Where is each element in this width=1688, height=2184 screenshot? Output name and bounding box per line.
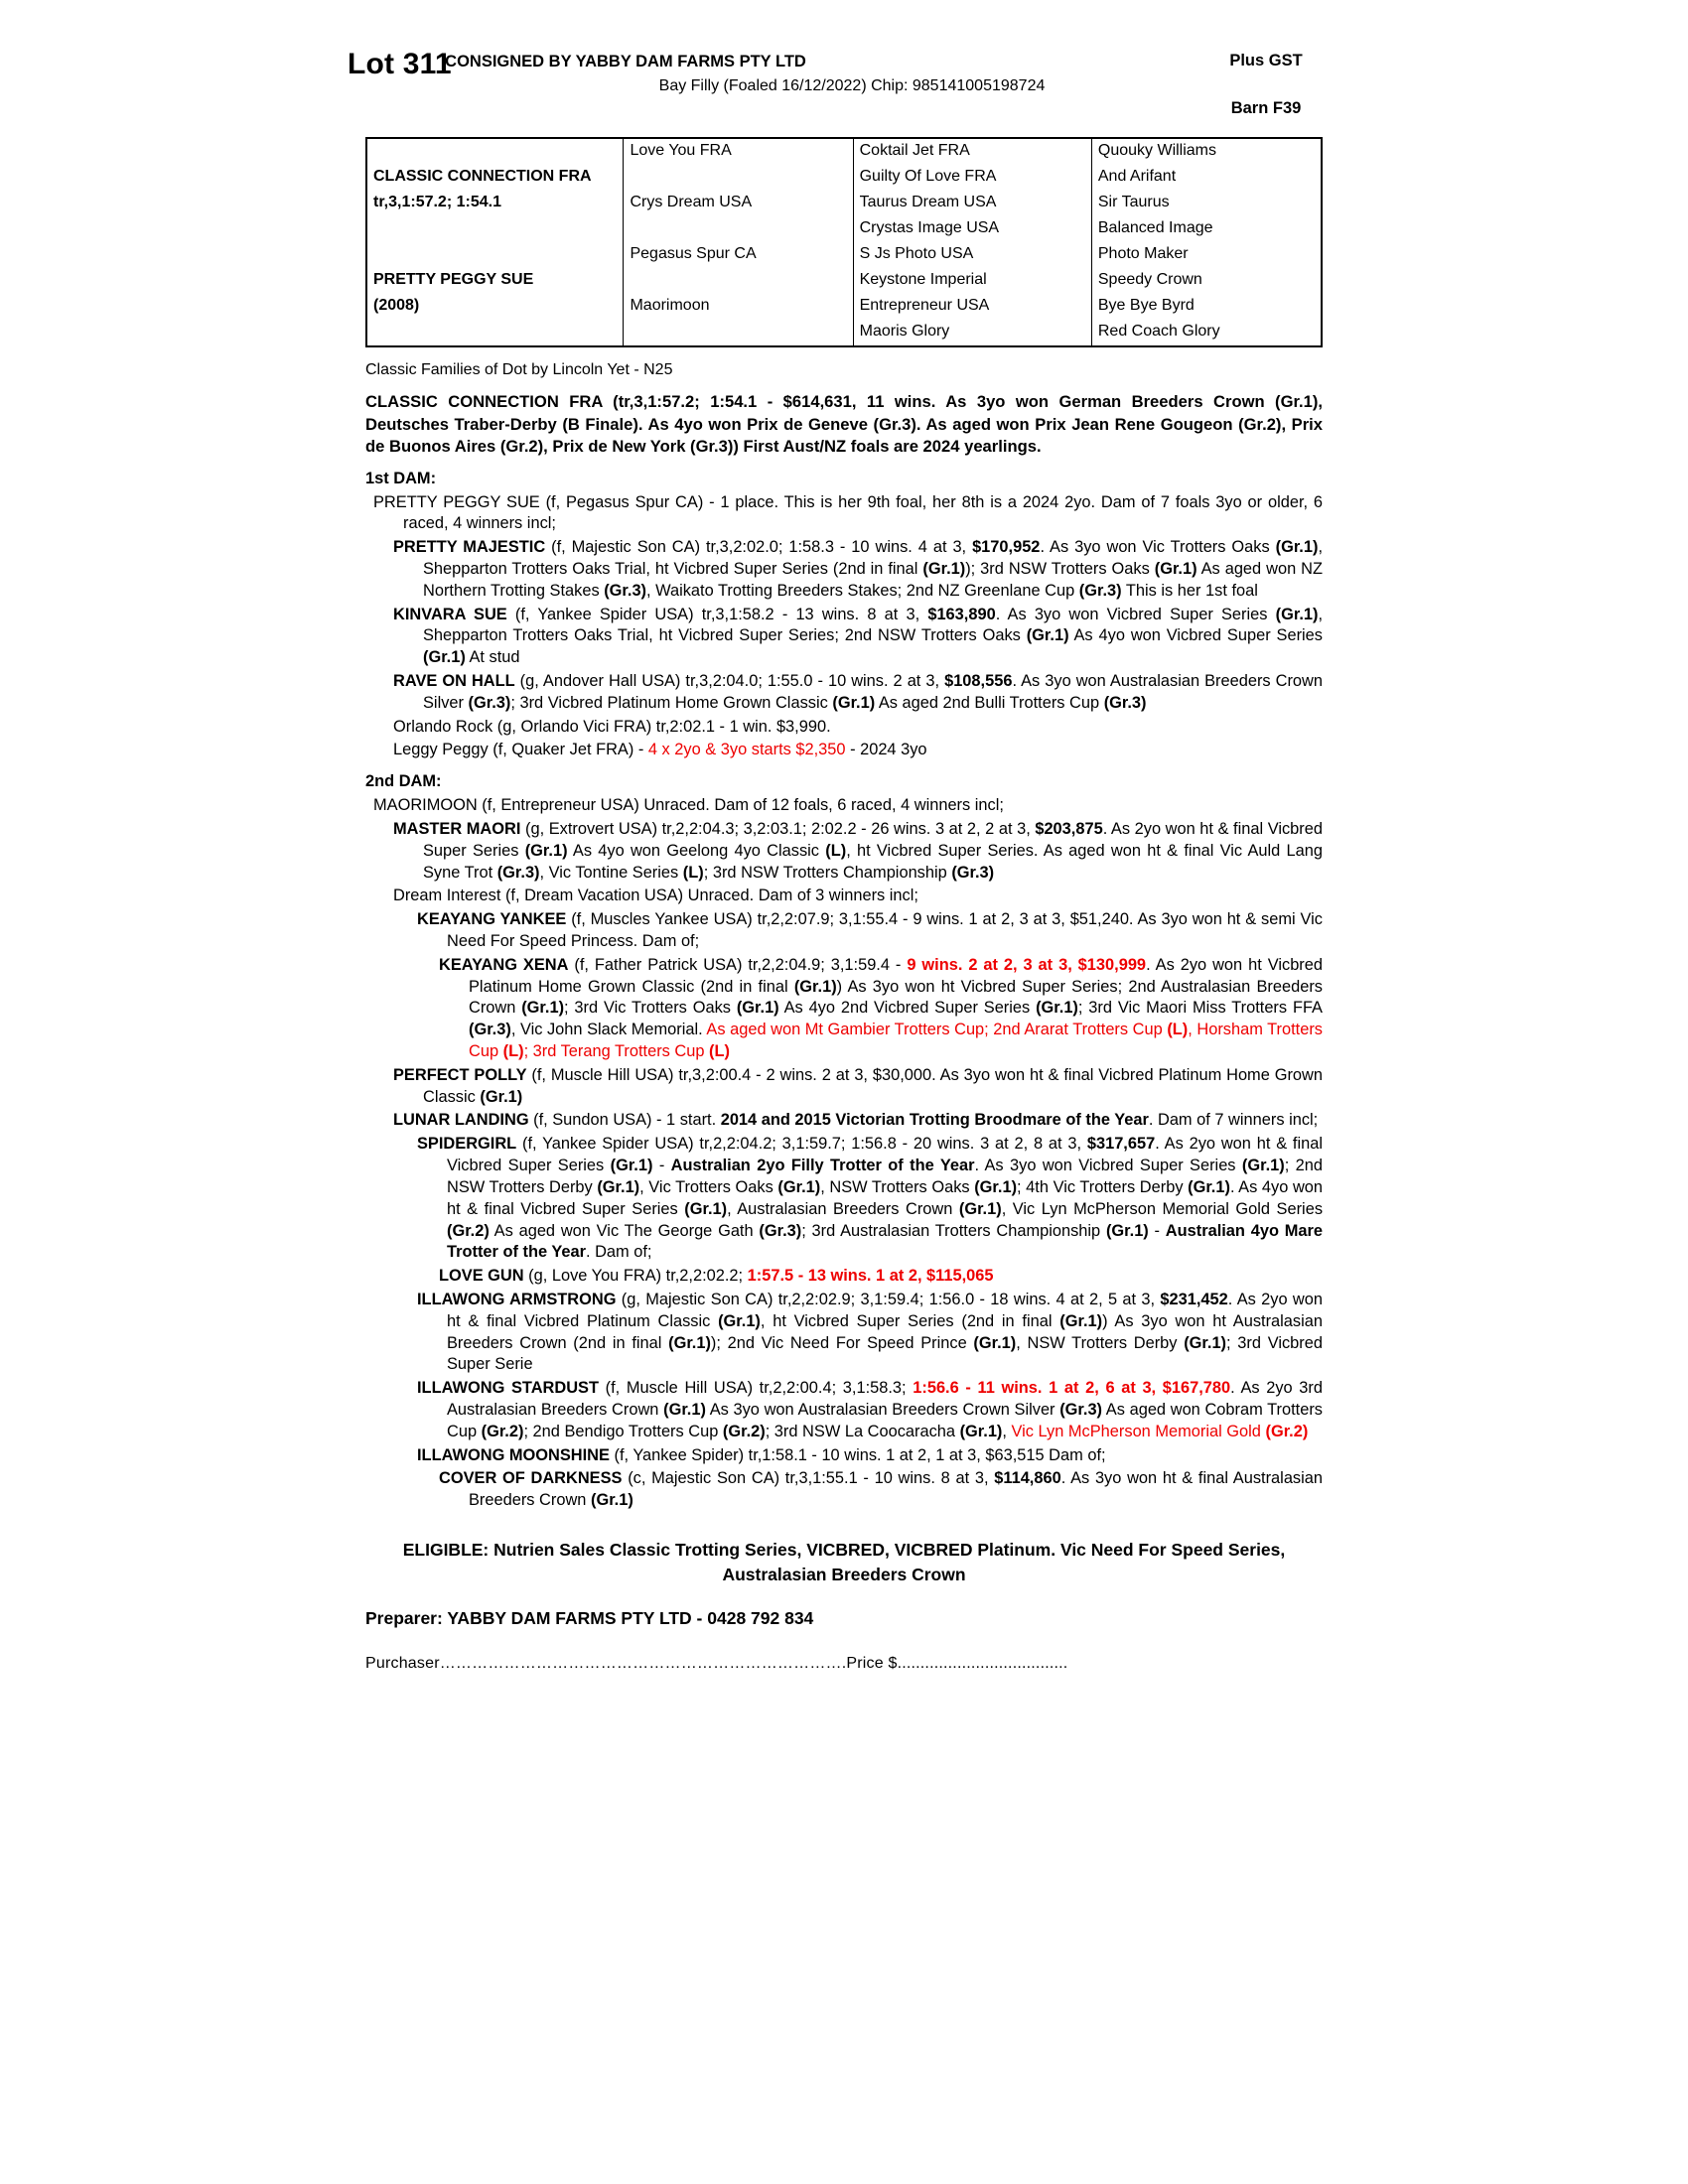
table-row (366, 242, 1322, 268)
page-header (348, 48, 1340, 133)
consignor-name: CONSIGNED BY YABBY DAM FARMS PTY LTD (445, 53, 806, 70)
first-dam-section (348, 469, 1340, 762)
progeny-entry: MASTER MAORI (g, Extrovert USA) tr,2,2:04.3; 3,2:03.1; 2:02.2 - 26 wins. 3 at 2, 2 at 3, $203,875. As 2yo won ht & final Vicbred Super Series (Gr.1) As 4yo won Geelong 4yo Classic (L), ht Vicbred Super Series. As aged won ht & final Vic Auld Lang Syne Trot (Gr.3), Vic Tontine Series (L); 3rd NSW Trotters Championship (Gr.3) (393, 819, 1324, 882)
pedigree-table-wrap (348, 137, 1340, 347)
pedigree-cell-col3: Crystas Image USA (853, 216, 1091, 242)
pedigree-cell-col3: S Js Photo USA (853, 242, 1091, 268)
pedigree-cell-col4: Balanced Image (1091, 216, 1322, 242)
progeny-entry: ILLAWONG ARMSTRONG (g, Majestic Son CA) tr,2,2:02.9; 3,1:59.4; 1:56.0 - 18 wins. 4 at 2, 5 at 3, $231,452. As 2yo won ht & final Vicbred Platinum Classic (Gr.1), ht Vicbred Super Series (2nd in final (Gr.1)) As 3yo won ht Australasian Breeders Crown (2nd in final (Gr.1)); 2nd Vic Need For Speed Prince (Gr.1), NSW Trotters Derby (Gr.1); 3rd Vicbred Super Serie (417, 1290, 1323, 1374)
pedigree-cell-col1 (366, 216, 624, 242)
pedigree-cell-col1 (366, 242, 624, 268)
catalogue-sheet (348, 48, 1340, 1673)
progeny-entry: KINVARA SUE (f, Yankee Spider USA) tr,3,1:58.2 - 13 wins. 8 at 3, $163,890. As 3yo won Vicbred Super Series (Gr.1), Shepparton Trotters Oaks Trial, ht Vicbred Super Series; 2nd NSW Trotters Oaks (Gr.1) As 4yo won Vicbred Super Series (Gr.1) At stud (393, 605, 1324, 667)
table-row (366, 216, 1322, 242)
pedigree-cell-col4: Photo Maker (1091, 242, 1322, 268)
table-row (366, 268, 1322, 294)
pedigree-cell-col1: tr,3,1:57.2; 1:54.1 (373, 194, 501, 210)
pedigree-cell-col1: CLASSIC CONNECTION FRA (373, 168, 592, 185)
pedigree-cell-col2 (624, 268, 853, 294)
pedigree-cell-col3: Taurus Dream USA (853, 191, 1091, 216)
progeny-entry: PERFECT POLLY (f, Muscle Hill USA) tr,3,2:00.4 - 2 wins. 2 at 3, $30,000. As 3yo won ht & final Vicbred Platinum Home Grown Classic (Gr.1) (393, 1065, 1323, 1106)
progeny-entry: PRETTY MAJESTIC (f, Majestic Son CA) tr,3,2:02.0; 1:58.3 - 10 wins. 4 at 3, $170,952. As 3yo won Vic Trotters Oaks (Gr.1), Shepparton Trotters Oaks Trial, ht Vicbred Super Series (2nd in final (Gr.1)); 3rd NSW Trotters Oaks (Gr.1) As aged won NZ Northern Trotting Stakes (Gr.3), Waikato Trotting Breeders Stakes; 2nd NZ Greenlane Cup (Gr.3) This is her 1st foal (393, 538, 1323, 600)
pedigree-cell-col4: And Arifant (1091, 165, 1322, 191)
table-row (366, 138, 1322, 165)
pedigree-cell-col2: Maorimoon (624, 294, 853, 320)
pedigree-cell-col3: Maoris Glory (853, 320, 1091, 346)
first-dam-heading: 1st DAM: (365, 469, 437, 487)
pedigree-cell-col1: (2008) (373, 297, 420, 314)
pedigree-cell-col4: Quouky Williams (1091, 138, 1322, 165)
pedigree-cell-col4: Bye Bye Byrd (1091, 294, 1322, 320)
eligible-line: ELIGIBLE: Nutrien Sales Classic Trotting Series, VICBRED, VICBRED Platinum. Vic Need For Speed Series, Australasian Breeders Crown (402, 1540, 1286, 1584)
table-row (366, 191, 1322, 216)
pedigree-cell-col1: PRETTY PEGGY SUE (373, 271, 534, 288)
progeny-entry: RAVE ON HALL (g, Andover Hall USA) tr,3,2:04.0; 1:55.0 - 10 wins. 2 at 3, $108,556. As 3yo won Australasian Breeders Crown Silver (Gr.3); 3rd Vicbred Platinum Home Grown Classic (Gr.1) As aged 2nd Bulli Trotters Cup (Gr.3) (393, 672, 1323, 712)
pedigree-cell-col3: Entrepreneur USA (853, 294, 1091, 320)
lot-number: Lot 311 (348, 48, 452, 80)
pedigree-cell-col2 (624, 320, 853, 346)
pedigree-cell-col4: Red Coach Glory (1091, 320, 1322, 346)
classic-families-line: Classic Families of Dot by Lincoln Yet - N25 (365, 361, 673, 378)
preparer-line: Preparer: YABBY DAM FARMS PTY LTD - 0428 792 834 (365, 1608, 814, 1629)
progeny-entry: KEAYANG XENA (f, Father Patrick USA) tr,2,2:04.9; 3,1:59.4 - 9 wins. 2 at 2, 3 at 3, $130,999. As 2yo won ht Vicbred Platinum Home Grown Classic (2nd in final (Gr.1)) As 3yo won ht Vicbred Super Series; 2nd Australasian Breeders Crown (Gr.1); 3rd Vic Trotters Oaks (Gr.1) As 4yo 2nd Vicbred Super Series (Gr.1); 3rd Vic Maori Miss Trotters FFA (Gr.3), Vic John Slack Memorial. As aged won Mt Gambier Trotters Cup; 2nd Ararat Trotters Cup (L), Horsham Trotters Cup (L); 3rd Terang Trotters Cup (L) (439, 955, 1324, 1060)
pedigree-cell-col2: Crys Dream USA (624, 191, 853, 216)
progeny-entry: LOVE GUN (g, Love You FRA) tr,2,2:02.2; 1:57.5 - 13 wins. 1 at 2, $115,065 (439, 1267, 994, 1286)
progeny-entry: SPIDERGIRL (f, Yankee Spider USA) tr,2,2:04.2; 3,1:59.7; 1:56.8 - 20 wins. 3 at 2, 8 at 3, $317,657. As 2yo won ht & final Vicbred Super Series (Gr.1) - Australian 2yo Filly Trotter of the Year. As 3yo won Vicbred Super Series (Gr.1); 2nd NSW Trotters Derby (Gr.1), Vic Trotters Oaks (Gr.1), NSW Trotters Oaks (Gr.1); 4th Vic Trotters Derby (Gr.1). As 4yo won ht & final Vicbred Super Series (Gr.1), Australasian Breeders Crown (Gr.1), Vic Lyn McPherson Memorial Gold Series (Gr.2) As aged won Vic The George Gath (Gr.3); 3rd Australasian Trotters Championship (Gr.1) - Australian 4yo Mare Trotter of the Year. Dam of; (417, 1135, 1324, 1262)
progeny-entry: ILLAWONG MOONSHINE (f, Yankee Spider) tr,1:58.1 - 10 wins. 1 at 2, 1 at 3, $63,515 Dam of; (417, 1445, 1106, 1464)
table-row (366, 165, 1322, 191)
sire-summary: CLASSIC CONNECTION FRA (tr,3,1:57.2; 1:54.1 - $614,631, 11 wins. As 3yo won German Breeders Crown (Gr.1), Deutsches Traber-Derby (B Finale). As 4yo won Prix de Geneve (Gr.3). As aged won Prix Jean Rene Gougeon (Gr.2), Prix de Buonos Aires (Gr.2), Prix de New York (Gr.3)) First Aust/NZ foals are 2024 yearlings. (365, 392, 1323, 457)
barn-label: Barn F39 (1230, 99, 1302, 117)
table-row (366, 320, 1322, 346)
pedigree-cell-col2 (624, 165, 853, 191)
pedigree-cell-col1 (366, 320, 624, 346)
progeny-entry: COVER OF DARKNESS (c, Majestic Son CA) tr,3,1:55.1 - 10 wins. 8 at 3, $114,860. As 3yo won ht & final Australasian Breeders Crown (Gr.1) (439, 1469, 1324, 1510)
table-row (366, 294, 1322, 320)
plus-gst-label: Plus GST (1229, 52, 1303, 69)
pedigree-table (365, 137, 1323, 347)
pedigree-cell-col2 (624, 216, 853, 242)
pedigree-cell-col2: Pegasus Spur CA (624, 242, 853, 268)
progeny-entry: LUNAR LANDING (f, Sundon USA) - 1 start. 2014 and 2015 Victorian Trotting Broodmare of the Year. Dam of 7 winners incl; (393, 1111, 1319, 1130)
pedigree-cell-col4: Speedy Crown (1091, 268, 1322, 294)
pedigree-cell-col1 (366, 138, 624, 165)
second-dam-section (348, 771, 1340, 1512)
progeny-entry: Dream Interest (f, Dream Vacation USA) Unraced. Dam of 3 winners incl; (393, 887, 918, 905)
purchaser-line: Purchaser………………………………………………………………….Price $..................................... (365, 1655, 1068, 1673)
progeny-entry: Leggy Peggy (f, Quaker Jet FRA) - 4 x 2yo & 3yo starts $2,350 - 2024 3yo (393, 741, 927, 759)
progeny-entry: Orlando Rock (g, Orlando Vici FRA) tr,2:02.1 - 1 win. $3,990. (393, 717, 831, 736)
progeny-entry: KEAYANG YANKEE (f, Muscles Yankee USA) tr,2,2:07.9; 3,1:55.4 - 9 wins. 1 at 2, 3 at 3, $51,240. As 3yo won ht & semi Vic Need For Speed Princess. Dam of; (417, 910, 1323, 950)
dam-entry: PRETTY PEGGY SUE (f, Pegasus Spur CA) - 1 place. This is her 9th foal, her 8th is a 2024 2yo. Dam of 7 foals 3yo or older, 6 raced, 4 winners incl; (373, 492, 1323, 533)
dam-entry: MAORIMOON (f, Entrepreneur USA) Unraced. Dam of 12 foals, 6 raced, 4 winners incl; (373, 796, 1004, 815)
horse-description: Bay Filly (Foaled 16/12/2022) Chip: 985141005198724 (658, 77, 1046, 94)
pedigree-cell-col4: Sir Taurus (1091, 191, 1322, 216)
pedigree-cell-col2: Love You FRA (624, 138, 853, 165)
second-dam-heading: 2nd DAM: (365, 772, 442, 791)
progeny-entry: ILLAWONG STARDUST (f, Muscle Hill USA) tr,2,2:00.4; 3,1:58.3; 1:56.6 - 11 wins. 1 at 2, 6 at 3, $167,780. As 2yo 3rd Australasian Breeders Crown (Gr.1) As 3yo won Australasian Breeders Crown Silver (Gr.3) As aged won Cobram Trotters Cup (Gr.2); 2nd Bendigo Trotters Cup (Gr.2); 3rd NSW La Coocaracha (Gr.1), Vic Lyn McPherson Memorial Gold (Gr.2) (417, 1379, 1324, 1440)
pedigree-cell-col3: Coktail Jet FRA (853, 138, 1091, 165)
pedigree-cell-col3: Keystone Imperial (853, 268, 1091, 294)
pedigree-cell-col3: Guilty Of Love FRA (853, 165, 1091, 191)
